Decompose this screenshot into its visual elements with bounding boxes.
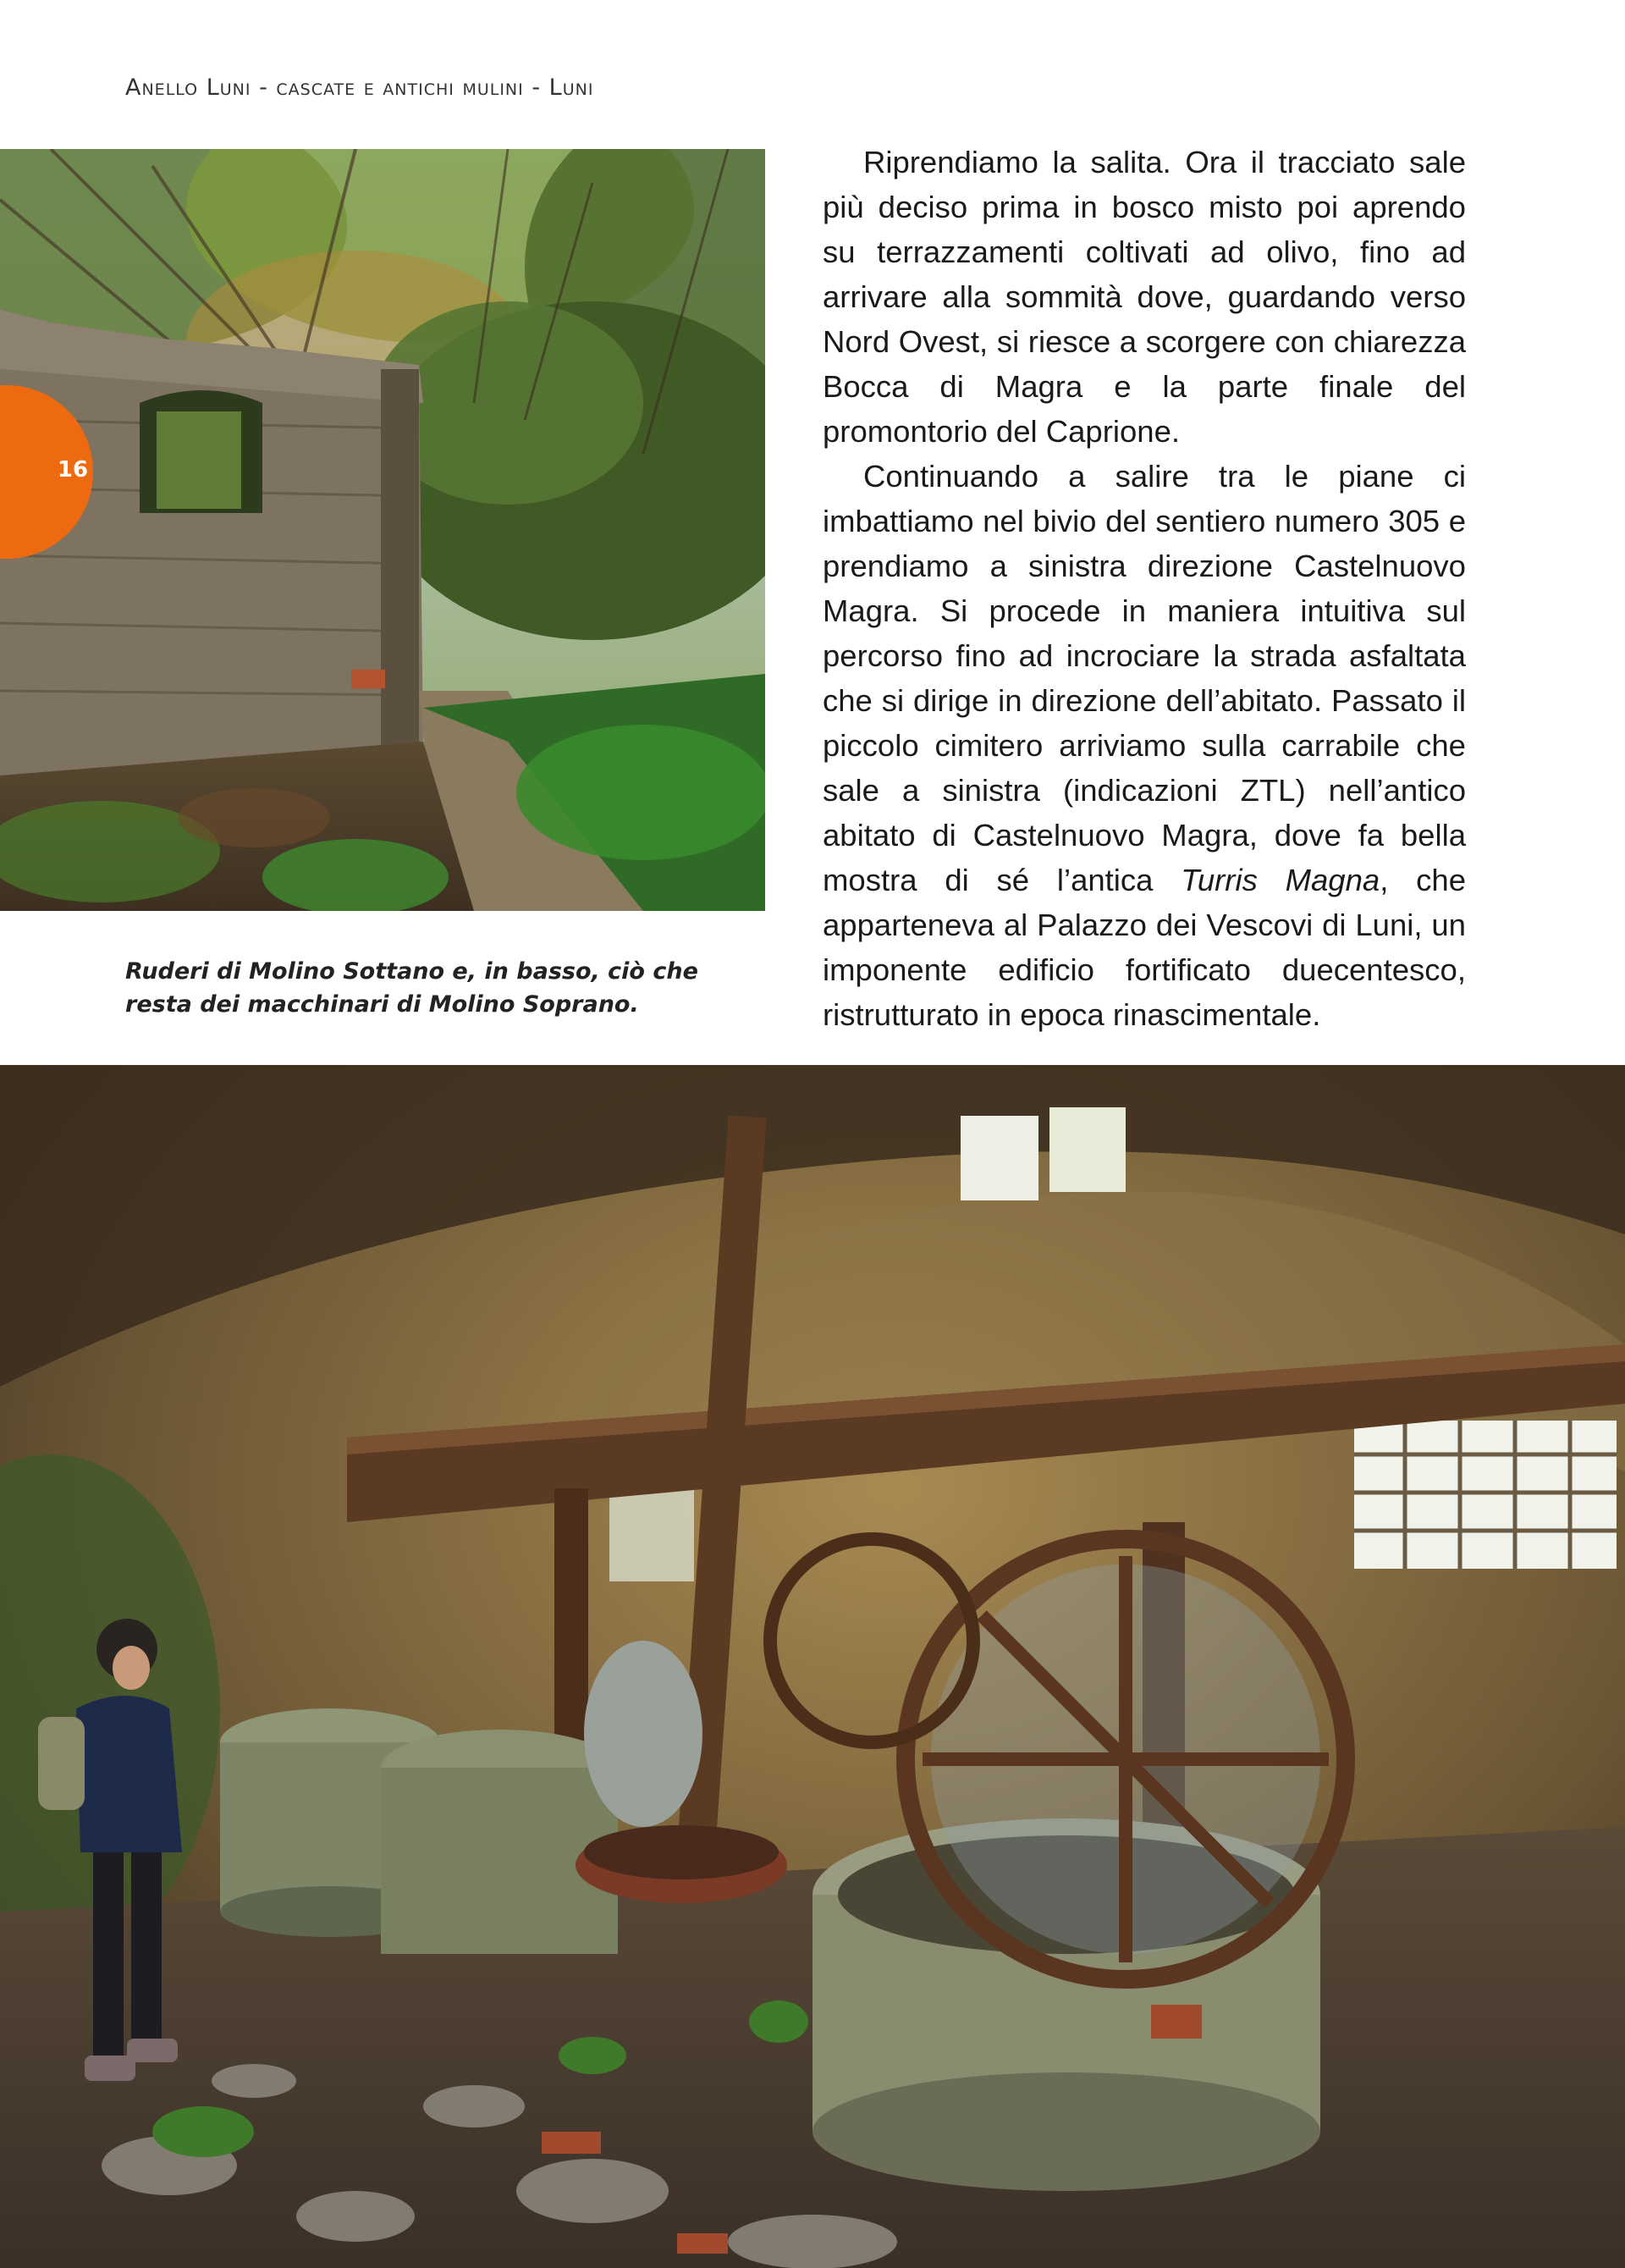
ruin-photo-illustration	[0, 149, 765, 911]
paragraph-2	[823, 454, 1466, 1037]
article-body	[823, 140, 1466, 1037]
page-number: 16	[57, 457, 89, 483]
turris-magna-italic: Turris Magna	[1181, 863, 1380, 897]
ruin-photo	[0, 149, 765, 911]
mill-interior-illustration	[0, 1065, 1625, 2268]
mill-interior-photo	[0, 1065, 1625, 2268]
paragraph-2-start: Continuando a salire tra le piane ci imbattiamo nel bivio del sentiero numero 305 e prendiamo a sinistra direzione Castelnuovo Magra. Si procede in maniera intuitiva sul percorso fino ad incrociare la strada asfaltata che si dirige in direzione dell’abitato. Passato il piccolo cimitero arriviamo sulla carrabile che sale a sinistra (indicazioni ZTL) nell’antico abitato di Castelnuovo Magra, dove fa bella mostra di sé l’antica	[823, 459, 1466, 897]
running-head: Anello Luni - cascate e antichi mulini - Luni	[125, 74, 594, 101]
paragraph-1: Riprendiamo la salita. Ora il tracciato sale più deciso prima in bosco misto poi aprendo su terrazzamenti coltivati ad olivo, fino ad arrivare alla sommità dove, guardando verso Nord Ovest, si riesce a scorgere con chiarezza Bocca di Magra e la parte finale del promontorio del Caprione.	[823, 145, 1466, 449]
photo-caption: Ruderi di Molino Sottano e, in basso, ciò che resta dei macchinari di Molino Soprano.	[125, 958, 698, 1018]
paragraph-2-end: , che apparteneva al Palazzo dei Vescovi di Luni, un imponente edificio fortificato duecentesco, ristrutturato in epoca rinascimentale.	[823, 863, 1466, 1032]
